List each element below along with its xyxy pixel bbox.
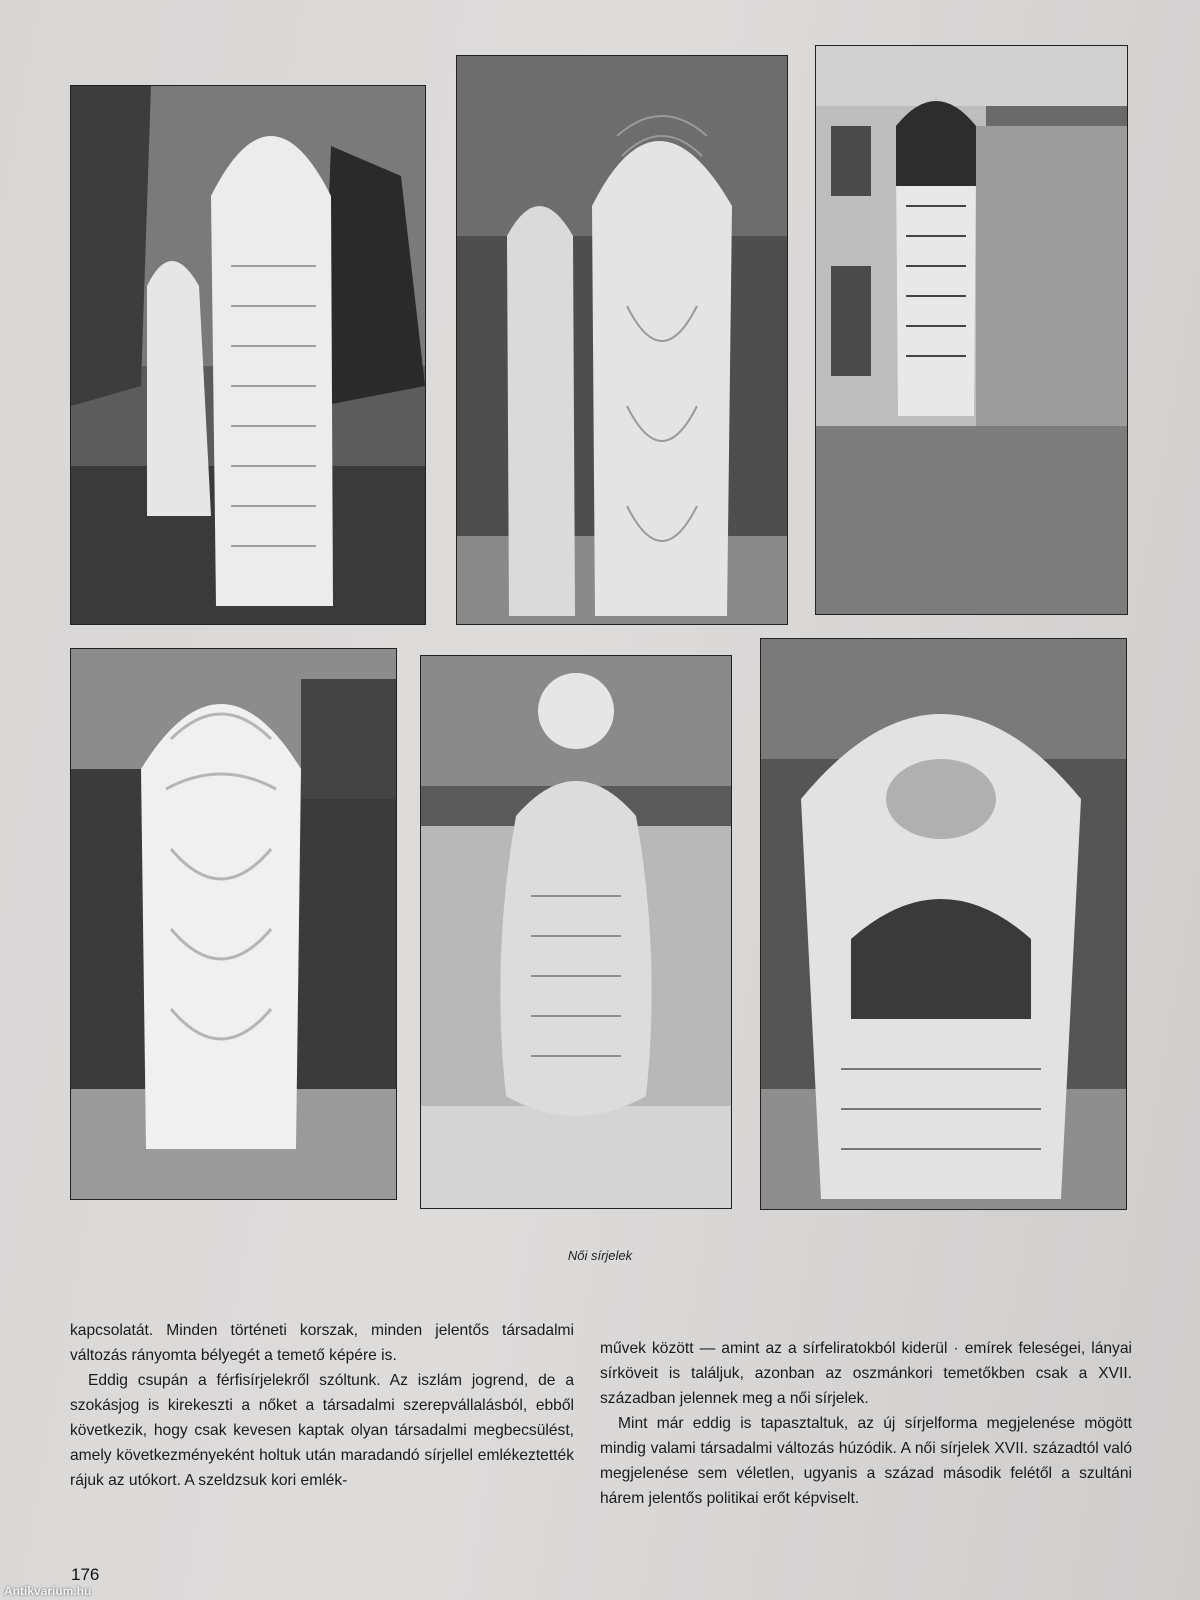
photo-gravestones-2 bbox=[456, 55, 788, 625]
photo-gravestones-1 bbox=[70, 85, 426, 625]
figure-caption: Női sírjelek bbox=[567, 1248, 633, 1263]
photo-gravestone-5 bbox=[420, 655, 732, 1209]
photo-gravestone-3 bbox=[815, 45, 1128, 615]
text-column-left bbox=[70, 1318, 574, 1493]
paragraph-4: Mint már eddig is tapasztaltuk, az új sírjelforma megjelenése mögött mindig valami társadalmi változás húzódik. A női sírjelek XVII. századtól való megjelenése sem véletlen, ugyanis a század második felétől a szultáni hárem jelentős politikai erőt képviselt. bbox=[600, 1415, 1132, 1507]
paragraph-2: Eddig csupán a férfisírjelekről szóltunk. Az iszlám jogrend, de a szokásjog is kirekeszti a nőket a társadalmi szerepvállalásból, ebből következik, hogy csak kevesen kaptak olyan társadalmi megbecsülést, amely következményeként holtuk után maradandó sírjellel emlékeztették rájuk az utókort. A szeldzsuk kori emlék- bbox=[70, 1372, 574, 1489]
paragraph-3: művek között — amint az a sírfeliratokból kiderül · emírek feleségei, lányai sírköveit is találjuk, azonban az oszmánkori temetőkben csak a XVII. században jelennek meg a női sírjelek. bbox=[600, 1340, 1132, 1407]
photo-gravestone-6 bbox=[760, 638, 1127, 1210]
paragraph-1: kapcsolatát. Minden történeti korszak, minden jelentős társadalmi változás rányomta bélyegét a temető képére is. bbox=[70, 1322, 574, 1364]
watermark: Antikvarium.hu bbox=[4, 1584, 92, 1598]
photo-gravestone-4 bbox=[70, 648, 397, 1200]
text-column-right bbox=[600, 1336, 1132, 1511]
page-number: 176 bbox=[71, 1565, 100, 1584]
